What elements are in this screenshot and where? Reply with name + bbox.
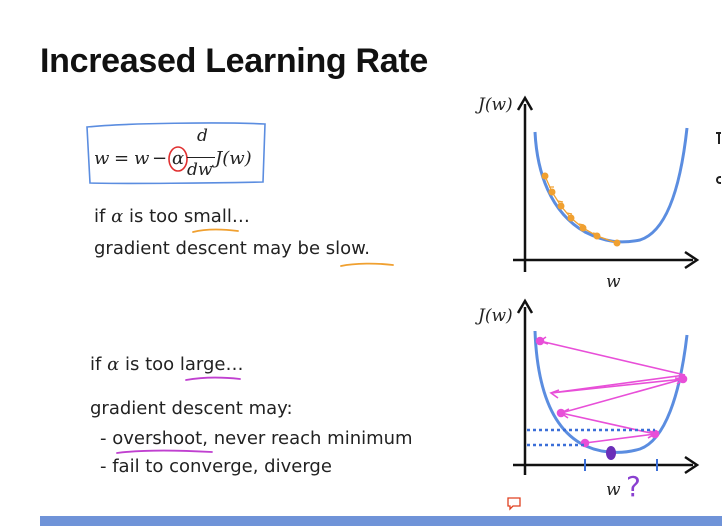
right-edge-cutoff (716, 0, 722, 526)
large-underline (186, 378, 240, 380)
small-alpha-line2 (94, 238, 370, 259)
if-word: if (94, 206, 106, 227)
graph-large-alpha (505, 295, 705, 495)
top-xlabel: w (606, 272, 621, 292)
large-word: large (179, 354, 226, 375)
formula-w: w (134, 148, 150, 169)
overshoot-rest: , never reach minimum (202, 428, 413, 449)
bottom-bar (40, 516, 722, 526)
slow-word: slow (325, 238, 365, 259)
large-alpha-line2: gradient descent may: (90, 398, 293, 419)
update-formula (84, 120, 268, 186)
alpha-symbol: α (107, 354, 120, 375)
bottom-ylabel: J(w) (478, 306, 513, 326)
minimum-point (606, 446, 616, 460)
is-too-text: is too (128, 206, 179, 227)
bottom-xlabel: w (606, 480, 621, 500)
formula-J: J(w) (215, 148, 252, 169)
period: . (364, 238, 370, 259)
top-ylabel: J(w) (478, 95, 513, 115)
formula-lhs: w (94, 148, 110, 169)
alpha-symbol: α (111, 206, 124, 227)
cost-curve (535, 128, 687, 242)
is-too-text: is too (124, 354, 175, 375)
bullet-dash: - (100, 428, 107, 449)
overshoot-underline (117, 451, 212, 453)
graph-small-alpha (505, 92, 705, 292)
formula-minus: − (152, 148, 168, 169)
formula-d: d (197, 126, 208, 146)
overshoot-word: overshoot (112, 428, 203, 449)
small-alpha-line1 (94, 206, 250, 227)
slow-underline (341, 264, 393, 266)
small-steps (542, 173, 620, 246)
small-underline (193, 230, 238, 232)
if-word: if (90, 354, 102, 375)
question-mark: ? (626, 470, 641, 503)
formula-dw: dw (187, 160, 213, 180)
ellipsis: … (225, 354, 244, 375)
slow-line-prefix: gradient descent may be (94, 238, 321, 259)
comment-icon[interactable] (507, 497, 521, 511)
formula-alpha: α (172, 148, 185, 169)
bullet-overshoot (100, 428, 413, 449)
fraction-bar (187, 157, 215, 158)
bullet-diverge: - fail to converge, diverge (100, 456, 332, 477)
formula-equals: = (114, 148, 130, 169)
large-alpha-line1 (90, 354, 244, 375)
small-word: small (183, 206, 232, 227)
slide-title: Increased Learning Rate (40, 42, 429, 80)
ellipsis: … (231, 206, 250, 227)
